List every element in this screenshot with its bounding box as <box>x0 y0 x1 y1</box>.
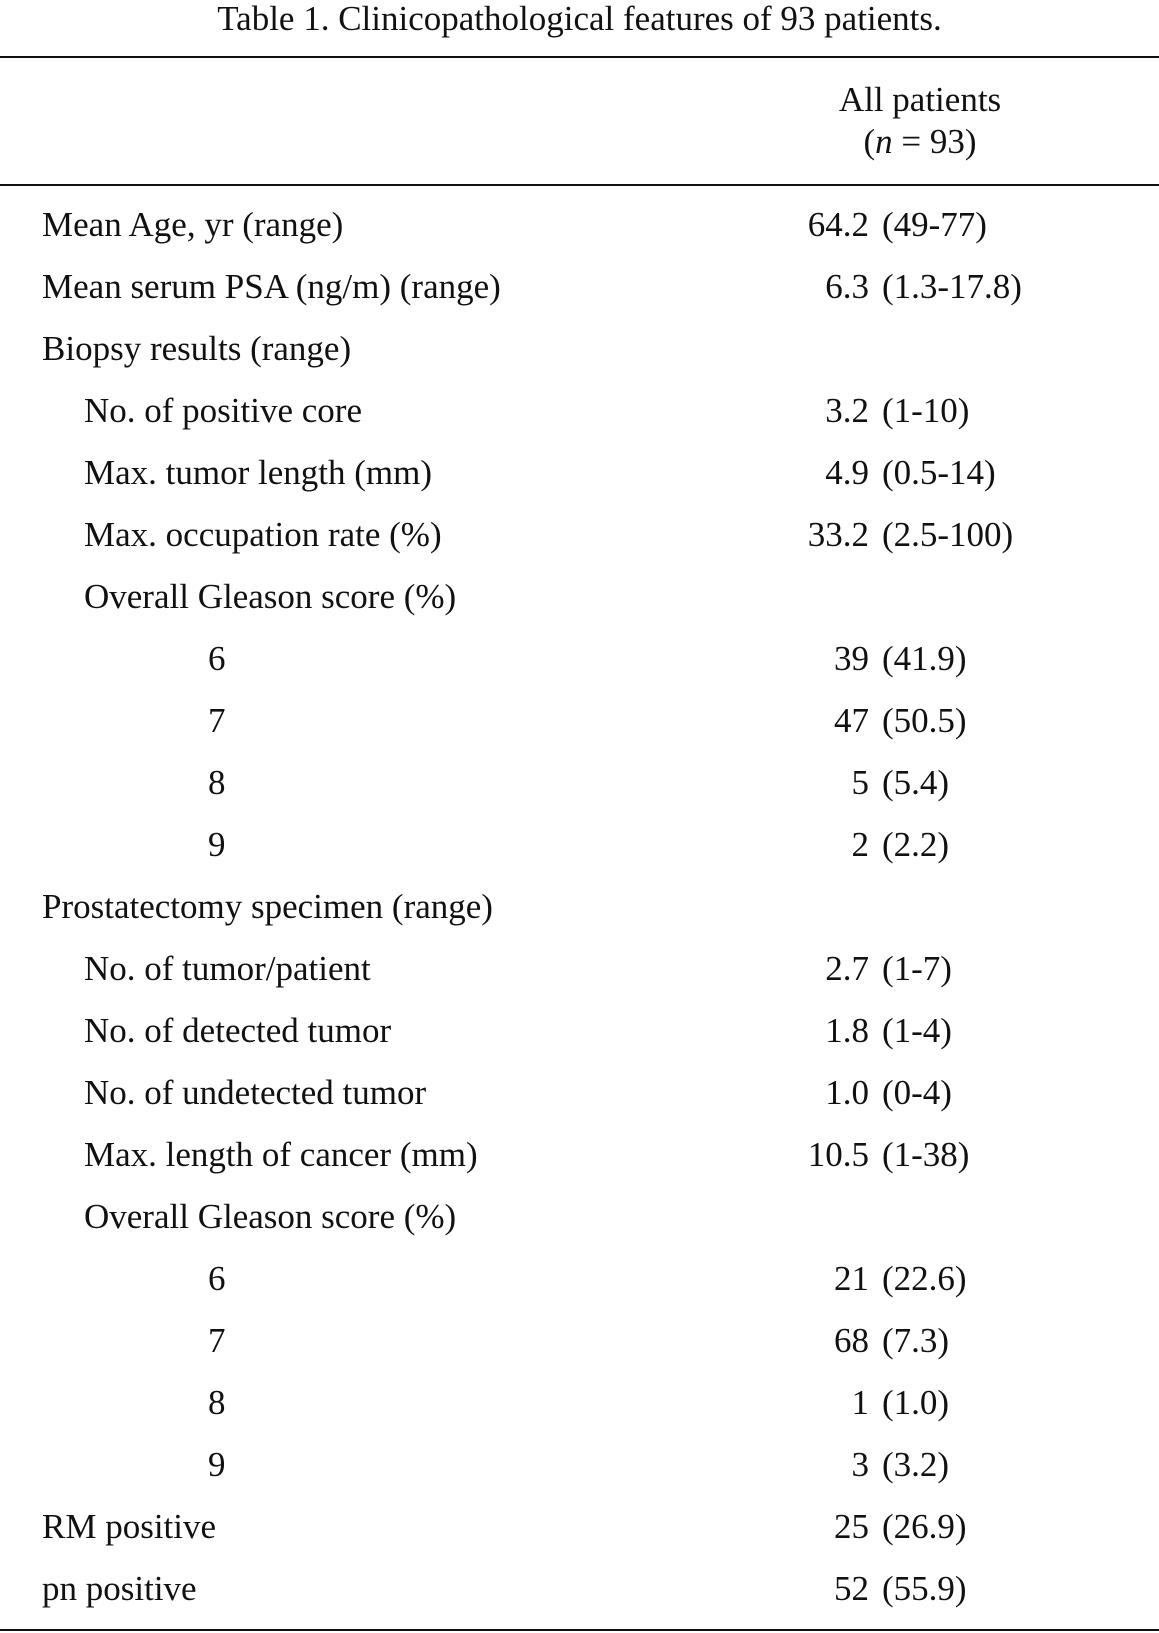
table-row <box>0 1310 1159 1372</box>
row-value: 1.0 <box>825 1073 869 1112</box>
table-row <box>0 752 1159 814</box>
row-label: Mean Age, yr (range) <box>42 205 344 244</box>
table-row <box>0 1434 1159 1496</box>
sample-size-open: ( <box>863 122 876 161</box>
row-value: 47 <box>834 701 869 740</box>
row-value-range: (1-10) <box>882 391 970 430</box>
row-label: pn positive <box>42 1569 197 1608</box>
table-row <box>0 380 1159 442</box>
table-row <box>0 566 1159 628</box>
row-value-range: (1-4) <box>882 1011 952 1050</box>
table-body <box>0 194 1159 1620</box>
row-label: No. of tumor/patient <box>84 949 371 988</box>
table-row <box>0 1558 1159 1620</box>
row-label: Prostatectomy specimen (range) <box>42 887 493 926</box>
row-value-range: (55.9) <box>882 1569 967 1608</box>
column-header-title: All patients <box>838 80 1002 119</box>
row-value-range: (0.5-14) <box>882 453 996 492</box>
row-value: 25 <box>834 1507 869 1546</box>
table-row <box>0 1186 1159 1248</box>
sample-size-variable: n <box>875 122 893 161</box>
row-value: 33.2 <box>807 515 869 554</box>
row-label: No. of detected tumor <box>84 1011 392 1050</box>
row-label: No. of undetected tumor <box>84 1073 427 1112</box>
row-label: Biopsy results (range) <box>42 329 352 368</box>
row-value-range: (22.6) <box>882 1259 967 1298</box>
row-value-range: (1.0) <box>882 1383 950 1422</box>
row-value-range: (0-4) <box>882 1073 952 1112</box>
table-row <box>0 442 1159 504</box>
table-row <box>0 318 1159 380</box>
row-label: 8 <box>208 1383 226 1422</box>
row-value: 4.9 <box>825 453 869 492</box>
row-value-range: (5.4) <box>882 763 950 802</box>
row-value-range: (1-38) <box>882 1135 970 1174</box>
row-value: 68 <box>834 1321 869 1360</box>
row-value-range: (49-77) <box>882 205 987 244</box>
row-label: Max. length of cancer (mm) <box>84 1135 478 1174</box>
row-label: 7 <box>208 701 226 740</box>
row-value: 1 <box>851 1383 869 1422</box>
row-value-range: (7.3) <box>882 1321 950 1360</box>
table-row <box>0 814 1159 876</box>
table-bottom-rule <box>0 1629 1159 1631</box>
row-value: 5 <box>851 763 869 802</box>
table-row <box>0 876 1159 938</box>
row-label: 9 <box>208 1445 226 1484</box>
row-value: 2 <box>851 825 869 864</box>
row-value: 1.8 <box>825 1011 869 1050</box>
table-header-rule <box>0 184 1159 186</box>
row-value: 6.3 <box>825 267 869 306</box>
row-value: 39 <box>834 639 869 678</box>
row-value-range: (1-7) <box>882 949 952 988</box>
row-value: 3 <box>851 1445 869 1484</box>
row-label: Overall Gleason score (%) <box>84 577 457 616</box>
table-top-rule <box>0 56 1159 58</box>
table-row <box>0 194 1159 256</box>
row-value-range: (50.5) <box>882 701 967 740</box>
row-value: 3.2 <box>825 391 869 430</box>
table-row <box>0 1248 1159 1310</box>
row-label: RM positive <box>42 1507 217 1546</box>
row-value-range: (2.2) <box>882 825 950 864</box>
table-row <box>0 1000 1159 1062</box>
row-label: No. of positive core <box>84 391 362 430</box>
row-label: 6 <box>208 639 226 678</box>
row-value: 52 <box>834 1569 869 1608</box>
table-row <box>0 1124 1159 1186</box>
row-value-range: (26.9) <box>882 1507 967 1546</box>
column-header-sample-size <box>760 121 1080 163</box>
sample-size-value: = 93) <box>892 122 977 161</box>
table-row <box>0 1062 1159 1124</box>
table-caption: Table 1. Clinicopathological features of 93 patients. <box>217 0 942 38</box>
row-label: 6 <box>208 1259 226 1298</box>
row-label: Max. tumor length (mm) <box>84 453 433 492</box>
row-value-range: (41.9) <box>882 639 967 678</box>
table-row <box>0 504 1159 566</box>
table-row <box>0 256 1159 318</box>
row-label: Overall Gleason score (%) <box>84 1197 457 1236</box>
table-row <box>0 938 1159 1000</box>
table-row <box>0 628 1159 690</box>
row-value-range: (3.2) <box>882 1445 950 1484</box>
row-value-range: (2.5-100) <box>882 515 1014 554</box>
row-label: 8 <box>208 763 226 802</box>
row-label: Max. occupation rate (%) <box>84 515 442 554</box>
table-row <box>0 1496 1159 1558</box>
row-value: 21 <box>834 1259 869 1298</box>
row-value: 2.7 <box>825 949 869 988</box>
row-value: 64.2 <box>807 205 869 244</box>
row-label: 9 <box>208 825 226 864</box>
row-value-range: (1.3-17.8) <box>882 267 1022 306</box>
table-row <box>0 690 1159 752</box>
row-label: Mean serum PSA (ng/m) (range) <box>42 267 501 306</box>
row-label: 7 <box>208 1321 226 1360</box>
table-row <box>0 1372 1159 1434</box>
row-value: 10.5 <box>807 1135 869 1174</box>
